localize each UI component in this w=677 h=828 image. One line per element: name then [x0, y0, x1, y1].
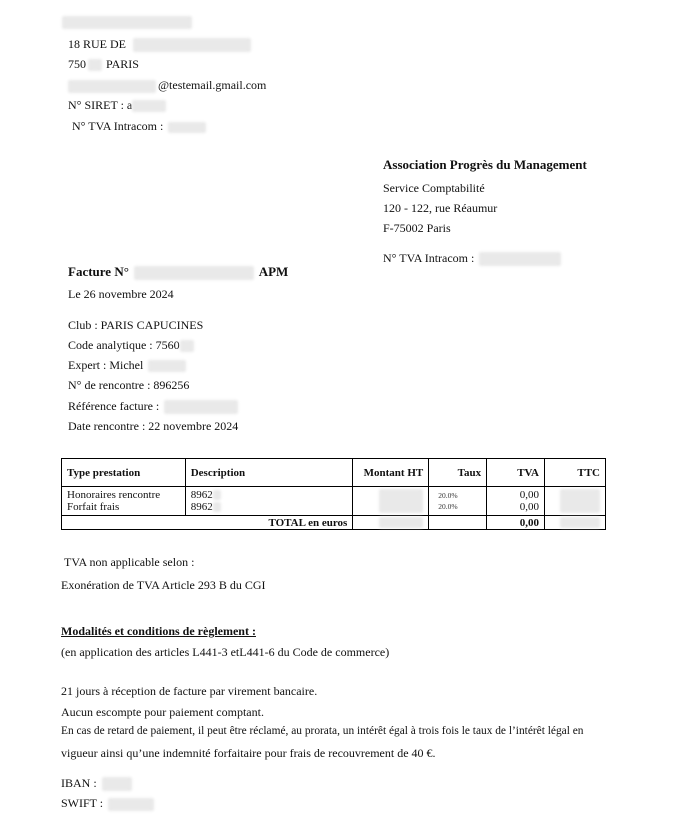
header-ttc: TTC: [545, 459, 606, 487]
invoice-reference: Référence facture :: [68, 399, 238, 414]
header-tva: TVA: [487, 459, 545, 487]
invoice-club: Club : PARIS CAPUCINES: [68, 318, 204, 332]
recipient-street: 120 - 122, rue Réaumur: [383, 201, 498, 215]
invoice-code: Code analytique : 7560: [68, 338, 194, 353]
invoice-title: Facture N° APM: [68, 264, 289, 279]
redacted-text: [133, 38, 251, 52]
sender-siret: N° SIRET : a: [68, 98, 166, 113]
iban: IBAN :: [61, 776, 132, 791]
recipient-dept: Service Comptabilité: [383, 181, 485, 195]
redacted-text: [379, 489, 423, 513]
redacted-text: [168, 122, 206, 133]
redacted-text: [560, 489, 600, 513]
payment-line-1: 21 jours à réception de facture par virement bancaire.: [61, 684, 318, 698]
table-total-row: [62, 516, 606, 530]
description-cell: 8962 8962: [185, 487, 353, 516]
sender-email: @testemail.gmail.com: [68, 78, 266, 93]
tva-note-2: Exonération de TVA Article 293 B du CGI: [61, 578, 266, 592]
sender-address-line1: 18 RUE DE: [68, 37, 251, 52]
recipient-city: F-75002 Paris: [383, 221, 451, 235]
redacted-text: [379, 517, 423, 528]
sender-name-redacted: [62, 14, 192, 29]
redacted-text: [479, 252, 561, 266]
total-taux: [429, 516, 487, 530]
header-montant: Montant HT: [353, 459, 429, 487]
swift: SWIFT :: [61, 796, 154, 811]
montant-cell: [353, 487, 429, 516]
redacted-text: [148, 360, 186, 372]
recipient-tva: N° TVA Intracom :: [383, 251, 561, 266]
redacted-text: [132, 100, 166, 112]
redacted-text: [213, 490, 221, 500]
header-type: Type prestation: [62, 459, 186, 487]
total-montant: [353, 516, 429, 530]
redacted-text: [88, 59, 102, 71]
table-row: [62, 487, 606, 516]
sender-tva: N° TVA Intracom :: [72, 119, 206, 134]
header-taux: Taux: [429, 459, 487, 487]
payment-line-4: vigueur ainsi qu’une indemnité forfaitaire pour frais de recouvrement de 40 €.: [61, 746, 436, 760]
tva-cell: 0,00 0,00: [487, 487, 545, 516]
modalites-sub: (en application des articles L441-3 etL441-6 du Code de commerce): [61, 645, 390, 659]
header-description: Description: [185, 459, 353, 487]
redacted-text: [102, 777, 132, 791]
taux-cell: 20.0% 20.0%: [429, 487, 487, 516]
redacted-text: [134, 266, 254, 280]
redacted-text: [560, 517, 600, 528]
total-ttc: [545, 516, 606, 530]
payment-line-2: Aucun escompte pour paiement comptant.: [61, 705, 264, 719]
redacted-text: [164, 400, 238, 414]
redacted-text: [108, 798, 154, 811]
invoice-expert: Expert : Michel: [68, 358, 186, 373]
tva-note-1: TVA non applicable selon :: [64, 555, 195, 569]
modalites-title: Modalités et conditions de règlement :: [61, 624, 256, 638]
redacted-text: [180, 340, 194, 352]
recipient-name: Association Progrès du Management: [383, 157, 587, 172]
type-cell: Honoraires rencontre Forfait frais: [62, 487, 186, 516]
payment-line-3: En cas de retard de paiement, il peut être réclamé, au prorata, un intérêt égal à trois fois le taux de l’intérêt légal en: [61, 725, 584, 737]
redacted-text: [213, 502, 221, 512]
invoice-rencontre: N° de rencontre : 896256: [68, 378, 190, 392]
invoice-table: [61, 458, 606, 530]
redacted-text: [68, 80, 156, 93]
ttc-cell: [545, 487, 606, 516]
total-label: TOTAL en euros: [62, 516, 353, 530]
total-tva: 0,00: [487, 516, 545, 530]
invoice-date-rencontre: Date rencontre : 22 novembre 2024: [68, 419, 239, 433]
sender-address-line2: 750 PARIS: [68, 57, 139, 71]
invoice-date: Le 26 novembre 2024: [68, 287, 174, 301]
table-header-row: [62, 459, 606, 487]
